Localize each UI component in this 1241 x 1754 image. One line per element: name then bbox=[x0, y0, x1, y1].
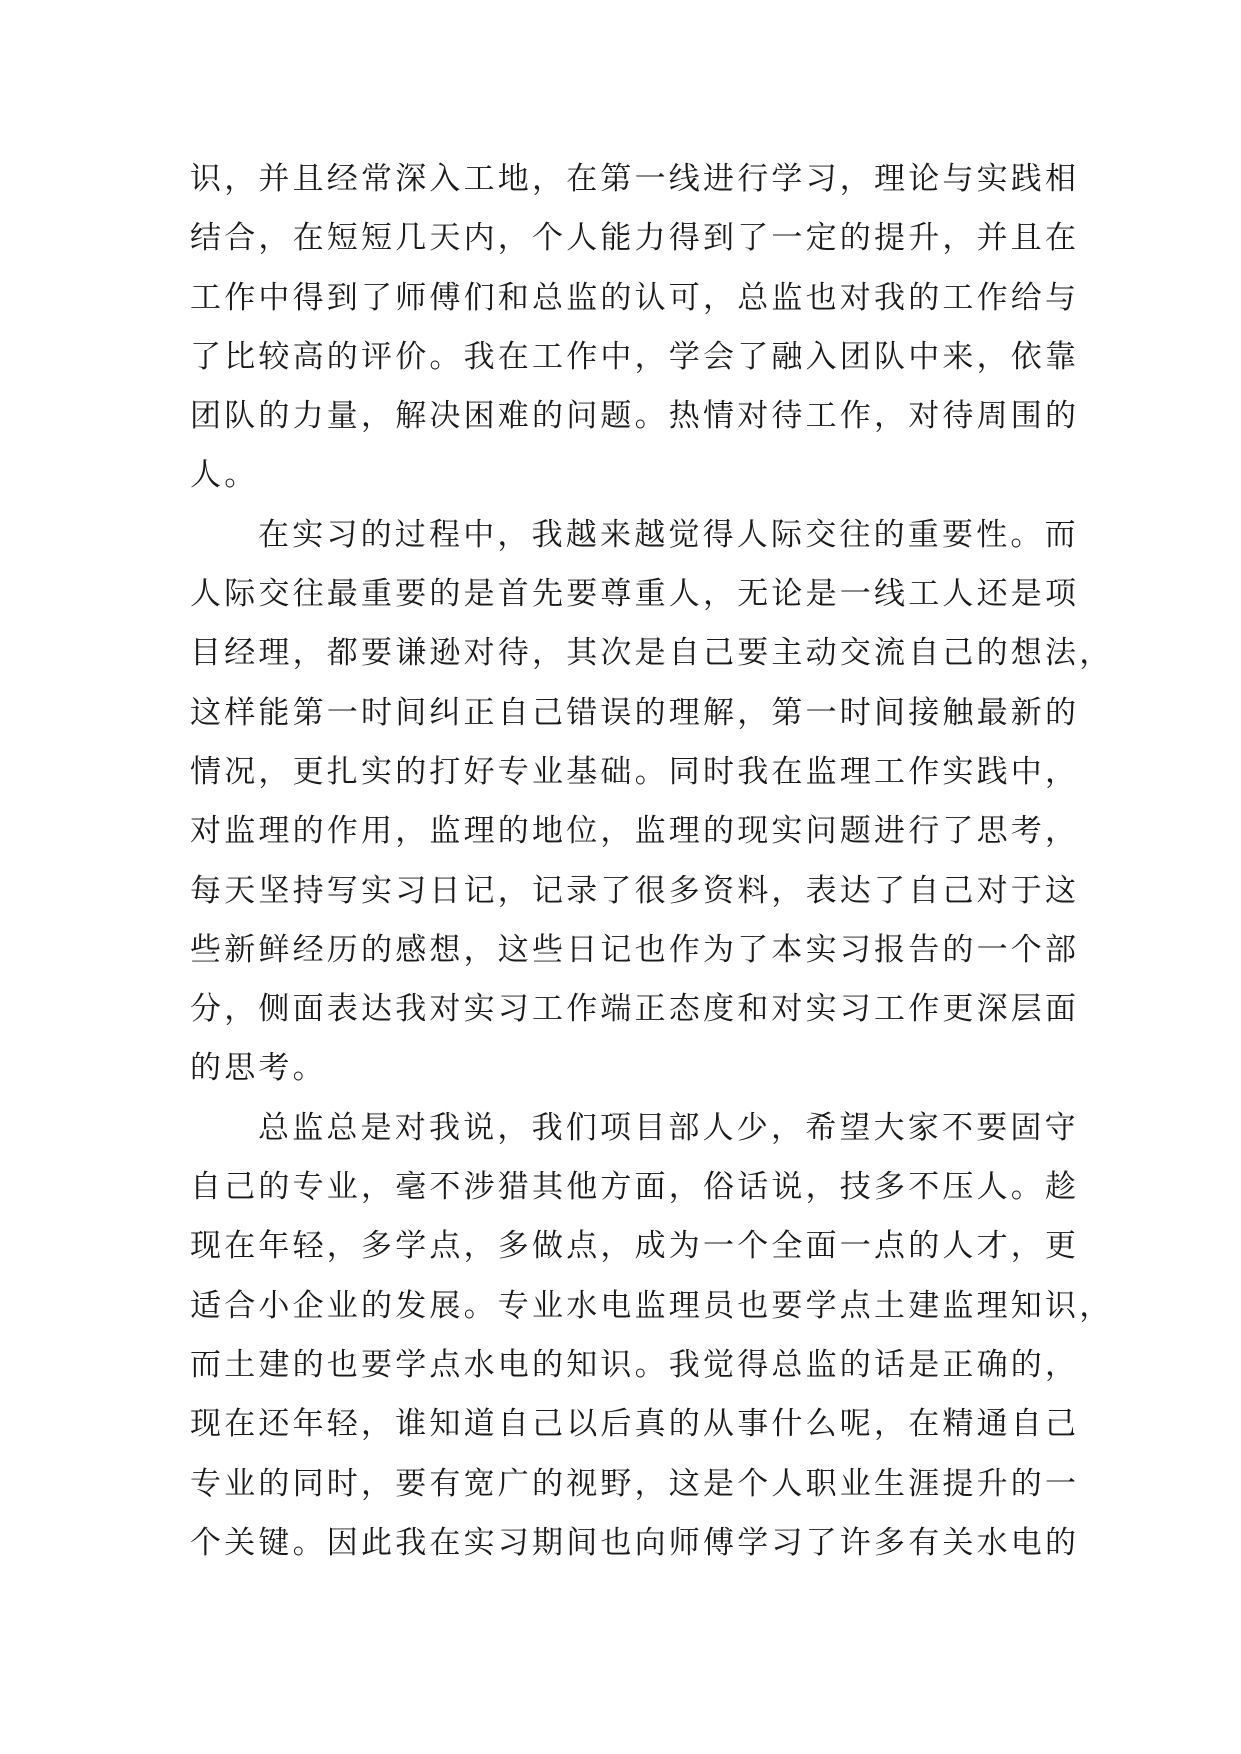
text-line: 了比较高的评价。我在工作中，学会了融入团队中来，依靠 bbox=[190, 338, 1080, 375]
body-text bbox=[190, 150, 1114, 1573]
text-line: 适合小企业的发展。专业水电监理员也要学点土建监理知识， bbox=[190, 1287, 1114, 1324]
text-line: 目经理，都要谦逊对待，其次是自己要主动交流自己的想法， bbox=[190, 635, 1114, 672]
text-line: 每天坚持写实习日记，记录了很多资料，表达了自己对于这 bbox=[190, 872, 1080, 909]
text-line: 而土建的也要学点水电的知识。我觉得总监的话是正确的， bbox=[190, 1346, 1080, 1383]
text-line: 工作中得到了师傅们和总监的认可，总监也对我的工作给与 bbox=[190, 279, 1080, 316]
text-line: 情况，更扎实的打好专业基础。同时我在监理工作实践中， bbox=[190, 753, 1080, 790]
text-line: 团队的力量，解决困难的问题。热情对待工作，对待周围的 bbox=[190, 398, 1080, 435]
text-line: 分，侧面表达我对实习工作端正态度和对实习工作更深层面 bbox=[190, 991, 1080, 1028]
text-line: 结合，在短短几天内，个人能力得到了一定的提升，并且在 bbox=[190, 220, 1080, 257]
text-line: 现在还年轻，谁知道自己以后真的从事什么呢，在精通自己 bbox=[190, 1406, 1080, 1443]
text-line: 个关键。因此我在实习期间也向师傅学习了许多有关水电的 bbox=[190, 1524, 1080, 1561]
text-line: 些新鲜经历的感想，这些日记也作为了本实习报告的一个部 bbox=[190, 931, 1080, 968]
text-line: 专业的同时，要有宽广的视野，这是个人职业生涯提升的一 bbox=[190, 1465, 1080, 1502]
text-line: 自己的专业，毫不涉猎其他方面，俗话说，技多不压人。趁 bbox=[190, 1169, 1080, 1206]
text-line: 对监理的作用，监理的地位，监理的现实问题进行了思考， bbox=[190, 813, 1080, 850]
text-line: 现在年轻，多学点，多做点，成为一个全面一点的人才，更 bbox=[190, 1228, 1080, 1265]
text-line: 人。 bbox=[190, 457, 259, 494]
text-line: 人际交往最重要的是首先要尊重人，无论是一线工人还是项 bbox=[190, 576, 1080, 613]
text-line: 这样能第一时间纠正自己错误的理解，第一时间接触最新的 bbox=[190, 694, 1080, 731]
text-line: 识，并且经常深入工地，在第一线进行学习，理论与实践相 bbox=[190, 161, 1080, 197]
text-line: 的思考。 bbox=[190, 1050, 327, 1087]
text-line: 总监总是对我说，我们项目部人少，希望大家不要固守 bbox=[258, 1109, 1079, 1146]
text-line: 在实习的过程中，我越来越觉得人际交往的重要性。而 bbox=[258, 516, 1079, 553]
